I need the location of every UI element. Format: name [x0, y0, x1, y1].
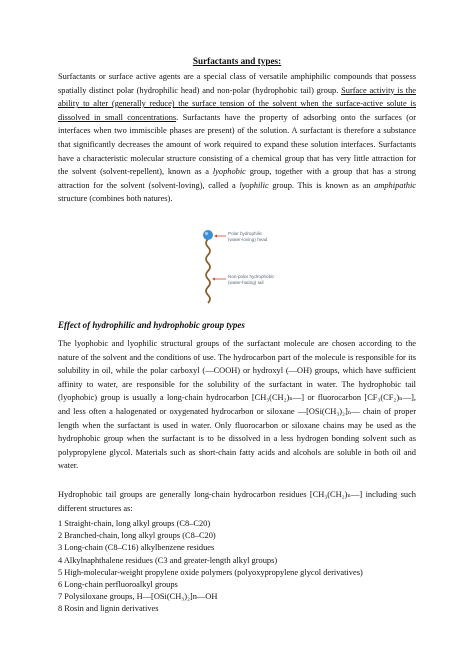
hydrophilic-head [203, 230, 213, 240]
term-lyophilic: lyophilic [239, 180, 269, 190]
section-heading: Effect of hydrophilic and hydrophobic group types [58, 320, 245, 330]
list-item: 1 Straight-chain, long alkyl groups (C8–C20) [58, 519, 211, 528]
intro-paragraph [58, 70, 416, 206]
list-item: 7 Polysiloxane groups, H—[OSi(CH₃)₂]n—OH [58, 592, 218, 602]
surfactant-diagram [196, 226, 316, 310]
list-item: 5 High-molecular-weight propylene oxide polymers (polyoxypropylene glycol derivatives) [58, 567, 363, 577]
hydrophobic-intro-paragraph: Hydrophobic tail groups are generally long-chain hydrocarbon residues [CH₃(CH₂)ₙ—] including such different structures as: [58, 490, 416, 513]
list-item: 4 Alkylnaphthalene residues (C3 and greater-length alkyl groups) [58, 555, 278, 565]
list-item: 6 Long-chain perfluoroalkyl groups [58, 580, 178, 590]
intro-text-3: group, together with a group that has a strong attraction for the solvent (solvent-loving), called a [58, 167, 416, 190]
intro-text-4: group. This is known as an [268, 180, 375, 190]
structure-list [58, 518, 418, 616]
surface-activity-definition: Surface activity is the ability to alter (generally reduce) the surface tension of the solvent when the surface-active solute is dissolved in small concentrations [58, 85, 416, 122]
term-amphipathic: amphipathic [374, 180, 416, 190]
page-title: Surfactants and types: [192, 56, 282, 66]
intro-text-1: Surfactants or surface active agents are a special class of versatile amphiphilic compounds that possess spatially distinct polar (hydrophilic head) and non-polar (hydrophobic tail) group. [58, 72, 416, 95]
head-label: Polar hydrophilic (water-loving) head [228, 231, 268, 242]
intro-text-5: structure (combines both natures). [58, 194, 173, 204]
intro-text-2: . Surfactants have the property of adsorbing onto the surfaces (or interfaces when two immiscible phases are present) of the solution. A surfactant is therefore a substance that significantly decreases the amount of work required to expand these solution interfaces. Surfactants have a characteristic molecular structure consisting of a chemical group that has very little attraction for the solvent (solvent-repellent), known as a [58, 112, 416, 177]
list-item: 8 Rosin and lignin derivatives [58, 604, 159, 614]
list-item: 2 Branched-chain, long alkyl groups (C8–C20) [58, 531, 216, 541]
list-item: 3 Long-chain (C8–C16) alkylbenzene residues [58, 543, 215, 553]
hydrophobic-tail [206, 239, 210, 303]
tail-label: Non-polar hydrophobic (water-hating) tail [228, 274, 275, 285]
term-lyophobic: lyophobic [212, 167, 246, 177]
effect-paragraph: The lyophobic and lyophilic structural groups of the surfactant molecule are chosen according to the nature of the solvent and the conditions of use. The hydrocarbon part of the molecule is responsible for its solubility in oil, while the polar carboxyl (—COOH) or hydroxyl (—OH) groups, which have sufficient affinity to water, are responsible for the solubility of the surfactant in water. The hydrophobic tail (lyophobic) group is usually a long-chain hydrocarbon [CH₃(CH₂)ₙ—] or fluorocarbon [CF₃(CF₂)ₙ—], and less often a halogenated or oxygenated hydrocarbon or siloxane —[OSi(CH₃)₂]ₙ— chain of proper length when the surfactant is used in water. Only fluorocarbon or siloxane chains may be used as the hydrophobic group when the surfactant is to be dissolved in a less hydrogen bonding solvent such as polypropylene glycol. Materials such as short-chain fatty acids and alcohols are soluble in both oil and water. [58, 339, 416, 471]
